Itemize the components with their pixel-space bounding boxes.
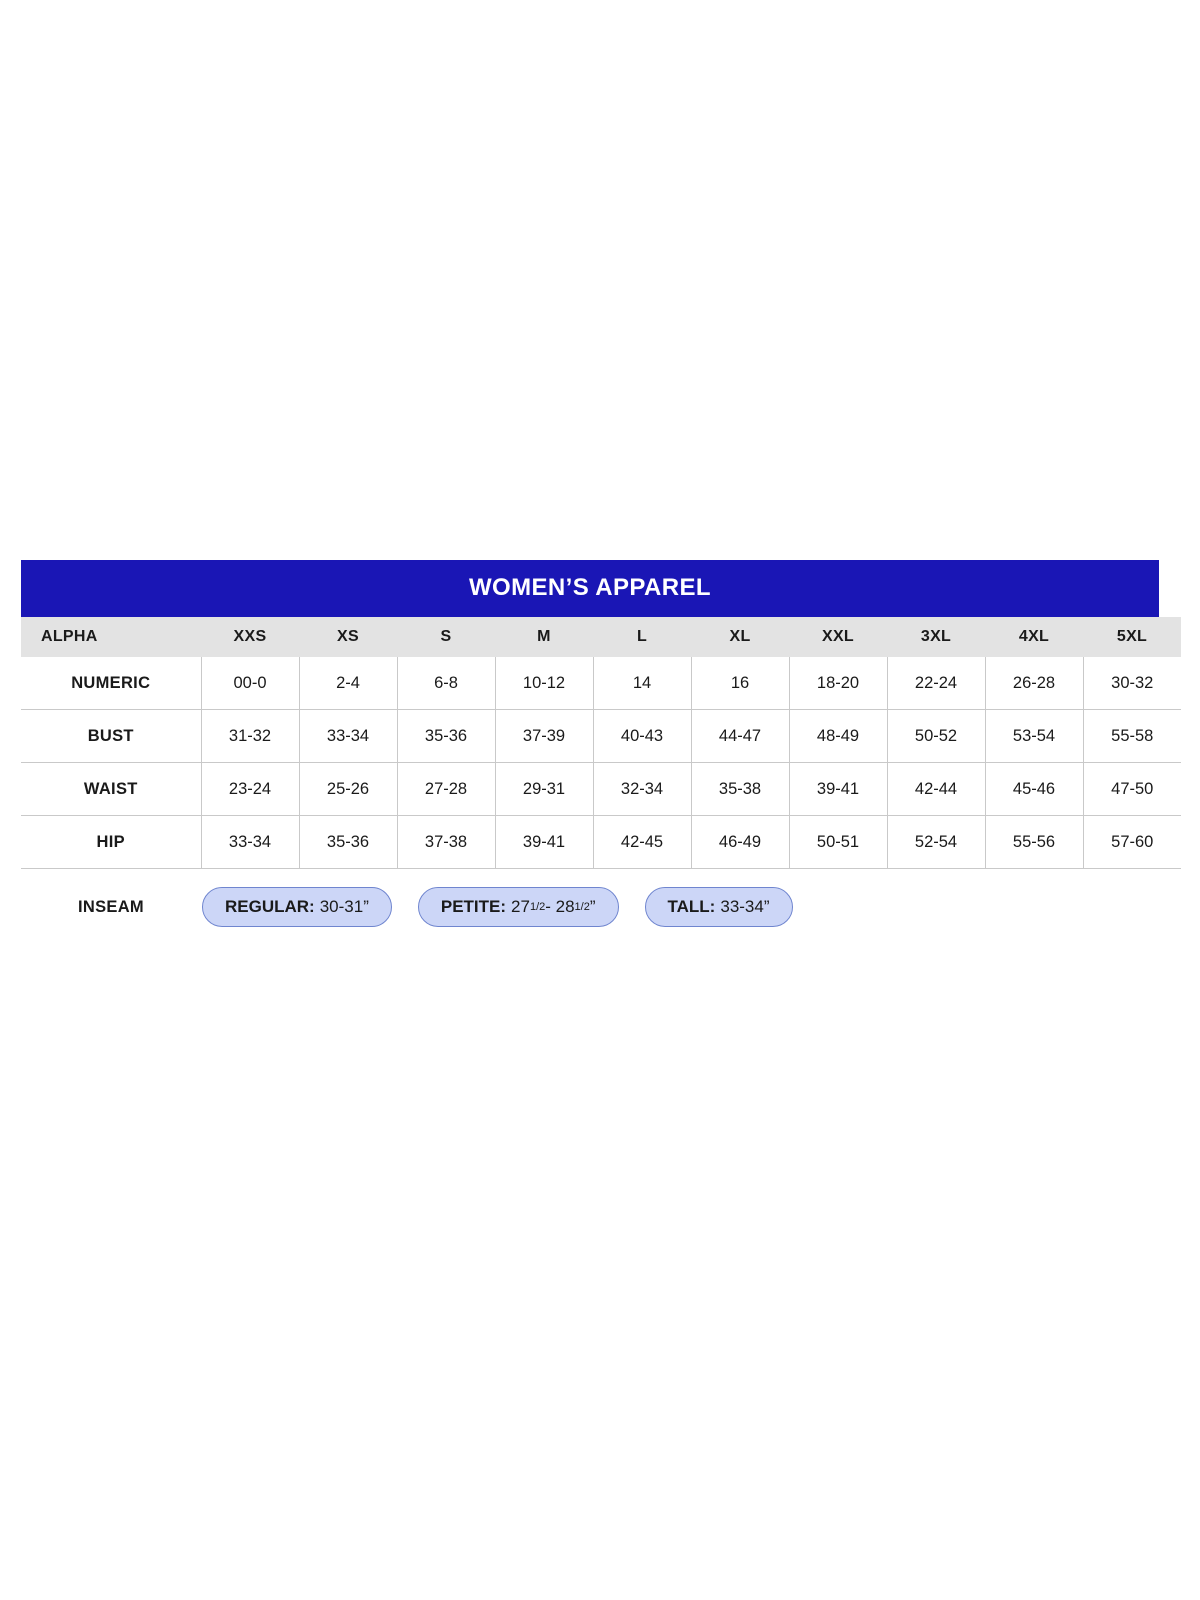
cell-bust-m: 37-39 bbox=[495, 710, 593, 763]
cell-hip-xs: 35-36 bbox=[299, 816, 397, 869]
cell-numeric-s: 6-8 bbox=[397, 657, 495, 710]
cell-numeric-5xl: 30-32 bbox=[1083, 657, 1181, 710]
inseam-petite-fraction-2: 1/2 bbox=[574, 901, 590, 913]
cell-waist-xxl: 39-41 bbox=[789, 763, 887, 816]
cell-bust-s: 35-36 bbox=[397, 710, 495, 763]
inseam-petite-value-mid: - 28 bbox=[545, 897, 575, 916]
row-label-inseam: INSEAM bbox=[78, 897, 144, 916]
cell-hip-3xl: 52-54 bbox=[887, 816, 985, 869]
header-cell-l: L bbox=[636, 628, 648, 645]
inseam-row bbox=[21, 869, 1181, 940]
inseam-tall-value: 33-34” bbox=[720, 897, 770, 916]
cell-waist-xl: 35-38 bbox=[691, 763, 789, 816]
header-cell-xxs: XXS bbox=[233, 628, 267, 645]
cell-bust-5xl: 55-58 bbox=[1083, 710, 1181, 763]
cell-numeric-xl: 16 bbox=[691, 657, 789, 710]
cell-bust-l: 40-43 bbox=[593, 710, 691, 763]
table-row bbox=[21, 816, 1181, 869]
header-cell-s: S bbox=[440, 628, 452, 645]
cell-bust-xs: 33-34 bbox=[299, 710, 397, 763]
cell-waist-xxs: 23-24 bbox=[201, 763, 299, 816]
cell-bust-4xl: 53-54 bbox=[985, 710, 1083, 763]
header-cell-4xl: 4XL bbox=[1018, 628, 1050, 645]
cell-hip-4xl: 55-56 bbox=[985, 816, 1083, 869]
cell-numeric-m: 10-12 bbox=[495, 657, 593, 710]
cell-waist-m: 29-31 bbox=[495, 763, 593, 816]
cell-numeric-l: 14 bbox=[593, 657, 691, 710]
cell-bust-xxl: 48-49 bbox=[789, 710, 887, 763]
table-row bbox=[21, 710, 1181, 763]
chart-title: WOMEN’S APPAREL bbox=[21, 560, 1159, 617]
cell-waist-3xl: 42-44 bbox=[887, 763, 985, 816]
cell-hip-s: 37-38 bbox=[397, 816, 495, 869]
header-cell-5xl: 5XL bbox=[1116, 628, 1148, 645]
inseam-tall-label: TALL: bbox=[667, 897, 716, 916]
inseam-pill-regular[interactable] bbox=[202, 887, 392, 927]
inseam-regular-label: REGULAR: bbox=[225, 897, 315, 916]
table-row bbox=[21, 763, 1181, 816]
cell-waist-4xl: 45-46 bbox=[985, 763, 1083, 816]
header-cell-3xl: 3XL bbox=[920, 628, 952, 645]
cell-hip-xxl: 50-51 bbox=[789, 816, 887, 869]
row-label-bust: BUST bbox=[21, 710, 201, 763]
cell-waist-xs: 25-26 bbox=[299, 763, 397, 816]
size-chart bbox=[21, 560, 1159, 939]
size-table bbox=[21, 617, 1181, 939]
cell-hip-xl: 46-49 bbox=[691, 816, 789, 869]
header-cell-xl: XL bbox=[729, 628, 751, 645]
inseam-petite-label: PETITE: bbox=[440, 897, 507, 916]
header-cell-xs: XS bbox=[337, 628, 359, 645]
cell-waist-s: 27-28 bbox=[397, 763, 495, 816]
cell-bust-xxs: 31-32 bbox=[201, 710, 299, 763]
inseam-options bbox=[201, 869, 1181, 940]
table-header-row bbox=[21, 617, 1181, 657]
inseam-pill-petite[interactable] bbox=[418, 887, 619, 927]
inseam-regular-value: 30-31” bbox=[319, 897, 369, 916]
cell-hip-m: 39-41 bbox=[495, 816, 593, 869]
inseam-petite-value-prefix: 27 bbox=[511, 897, 530, 916]
cell-numeric-4xl: 26-28 bbox=[985, 657, 1083, 710]
row-label-numeric: NUMERIC bbox=[21, 657, 201, 710]
row-label-hip: HIP bbox=[21, 816, 201, 869]
cell-hip-xxs: 33-34 bbox=[201, 816, 299, 869]
header-cell-alpha: ALPHA bbox=[41, 628, 98, 645]
cell-bust-xl: 44-47 bbox=[691, 710, 789, 763]
cell-hip-l: 42-45 bbox=[593, 816, 691, 869]
row-label-waist: WAIST bbox=[21, 763, 201, 816]
cell-numeric-xxs: 00-0 bbox=[201, 657, 299, 710]
cell-numeric-xxl: 18-20 bbox=[789, 657, 887, 710]
cell-hip-5xl: 57-60 bbox=[1083, 816, 1181, 869]
header-cell-xxl: XXL bbox=[821, 628, 855, 645]
inseam-petite-fraction-1: 1/2 bbox=[529, 901, 546, 913]
cell-numeric-3xl: 22-24 bbox=[887, 657, 985, 710]
table-row bbox=[21, 657, 1181, 710]
cell-waist-5xl: 47-50 bbox=[1083, 763, 1181, 816]
header-cell-m: M bbox=[537, 628, 551, 645]
inseam-petite-value-suffix: ” bbox=[589, 897, 596, 916]
cell-waist-l: 32-34 bbox=[593, 763, 691, 816]
cell-numeric-xs: 2-4 bbox=[299, 657, 397, 710]
inseam-pill-tall[interactable] bbox=[645, 887, 793, 927]
cell-bust-3xl: 50-52 bbox=[887, 710, 985, 763]
